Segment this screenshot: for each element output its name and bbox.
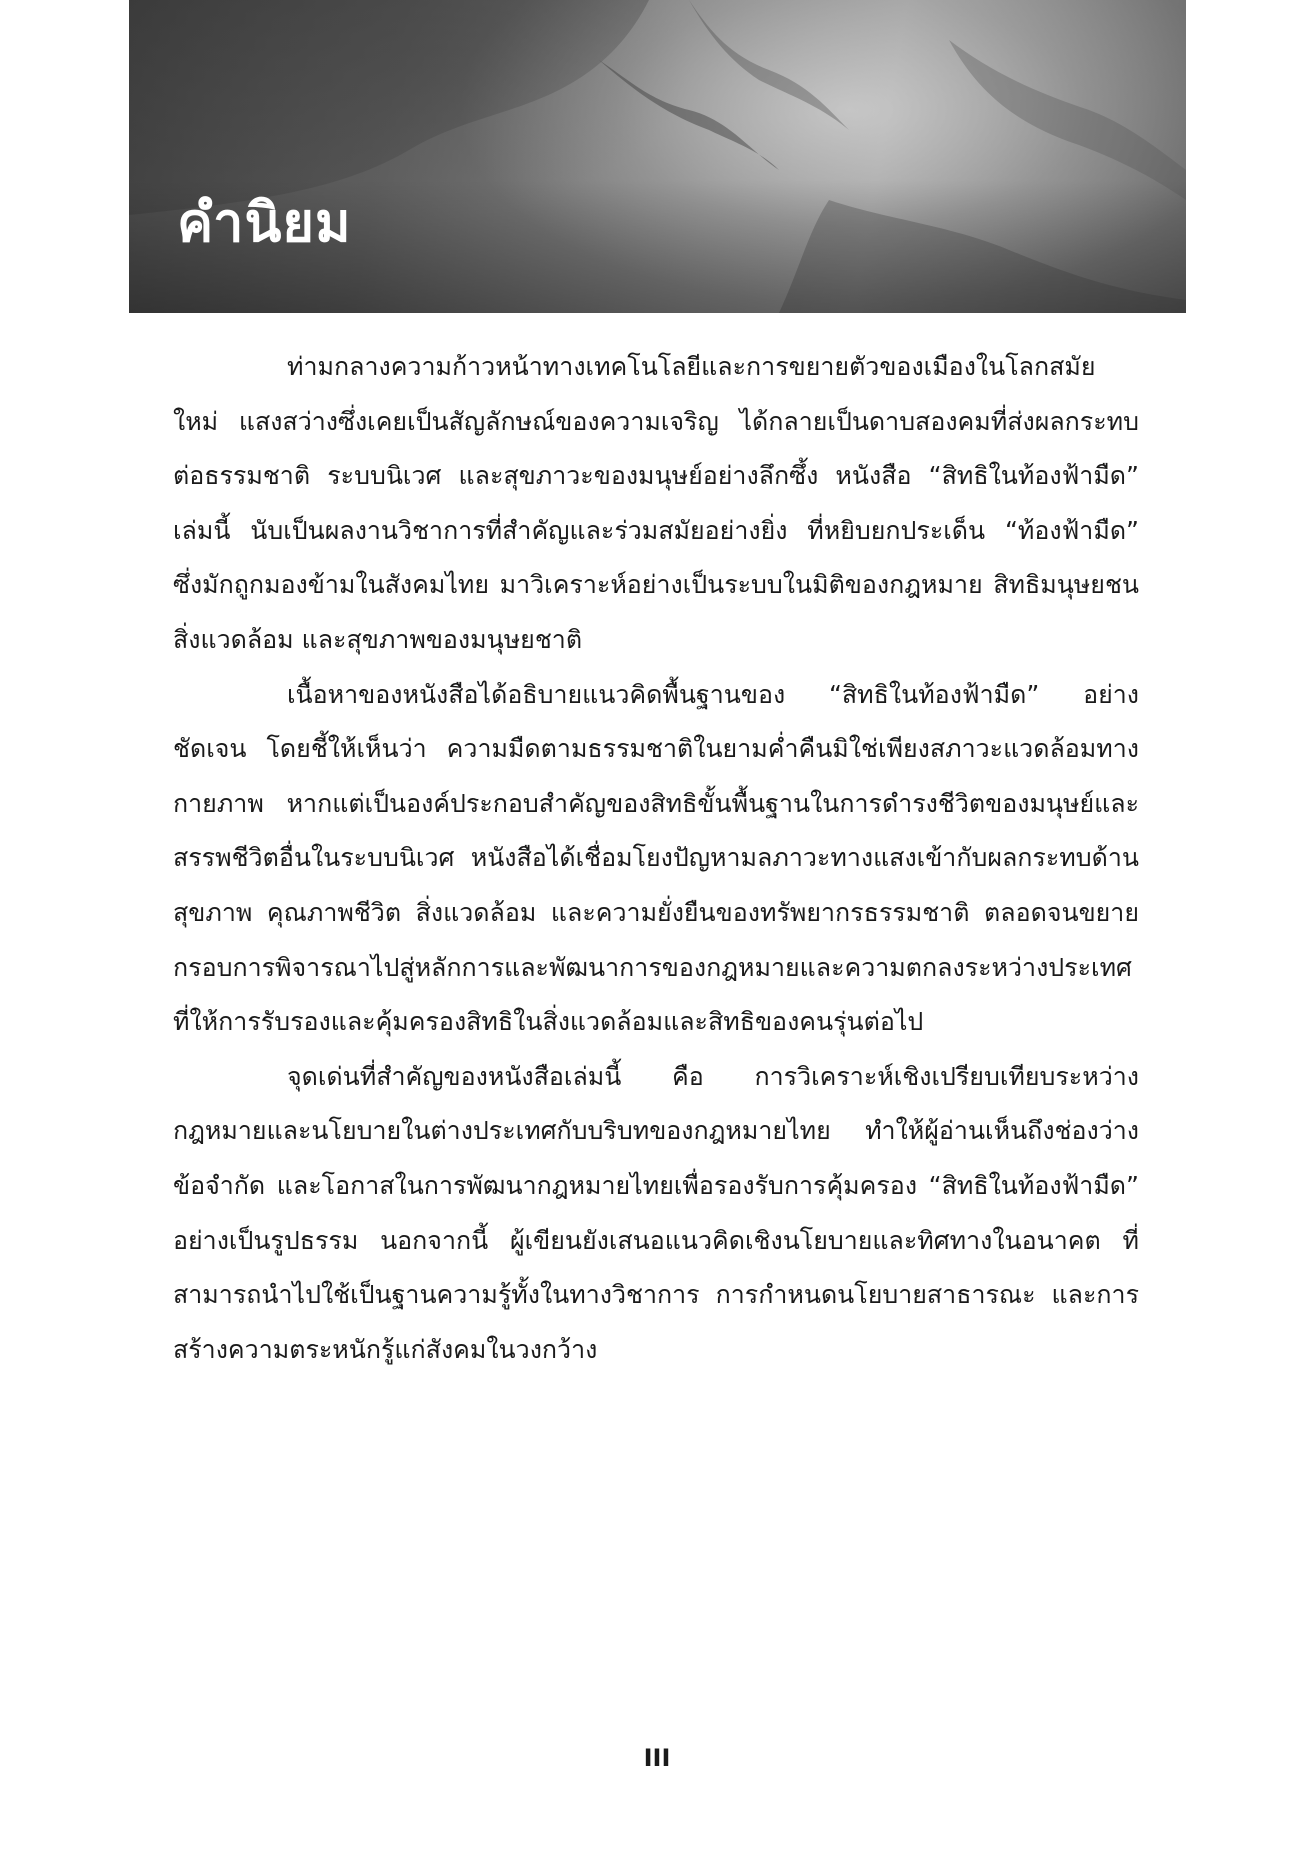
page-title: คำนิยม: [177, 191, 352, 254]
page-number: III: [643, 1744, 671, 1772]
paragraph-1: ท่ามกลางความก้าวหน้าทางเทคโนโลยีและการขยายตัวของเมืองในโลกสมัยใหม่ แสงสว่างซึ่งเคยเป็นสัญลักษณ์ของความเจริญ ได้กลายเป็นดาบสองคมที่ส่งผลกระทบต่อธรรมชาติ ระบบนิเวศ และสุขภาวะของมนุษย์อย่างลึกซึ้ง หนังสือ “สิทธิในท้องฟ้ามืด” เล่มนี้ นับเป็นผลงานวิชาการที่สำคัญและร่วมสมัยอย่างยิ่ง ที่หยิบยกประเด็น “ท้องฟ้ามืด” ซึ่งมักถูกมองข้ามในสังคมไทย มาวิเคราะห์อย่างเป็นระบบในมิติของกฎหมาย สิทธิมนุษยชน สิ่งแวดล้อม และสุขภาพของมนุษยชาติ: [173, 352, 1139, 654]
body-text: [173, 340, 1139, 1377]
banner-texture: [129, 0, 1186, 313]
paragraph-2: เนื้อหาของหนังสือได้อธิบายแนวคิดพื้นฐานของ “สิทธิในท้องฟ้ามืด” อย่างชัดเจน โดยชี้ให้เห็นว่า ความมืดตามธรรมชาติในยามค่ำคืนมิใช่เพียงสภาวะแวดล้อมทางกายภาพ หากแต่เป็นองค์ประกอบสำคัญของสิทธิขั้นพื้นฐานในการดำรงชีวิตของมนุษย์และสรรพชีวิตอื่นในระบบนิเวศ หนังสือได้เชื่อมโยงปัญหามลภาวะทางแสงเข้ากับผลกระทบด้านสุขภาพ คุณภาพชีวิต สิ่งแวดล้อม และความยั่งยืนของทรัพยากรธรรมชาติ ตลอดจนขยายกรอบการพิจารณาไปสู่หลักการและพัฒนาการของกฎหมายและความตกลงระหว่างประเทศที่ให้การรับรองและคุ้มครองสิทธิในสิ่งแวดล้อมและสิทธิของคนรุ่นต่อไป: [173, 679, 1139, 1037]
header-banner: [129, 0, 1186, 313]
paragraph-3: จุดเด่นที่สำคัญของหนังสือเล่มนี้ คือ การวิเคราะห์เชิงเปรียบเทียบระหว่างกฎหมายและนโยบายในต่างประเทศกับบริบทของกฎหมายไทย ทำให้ผู้อ่านเห็นถึงช่องว่าง ข้อจำกัด และโอกาสในการพัฒนากฎหมายไทยเพื่อรองรับการคุ้มครอง “สิทธิในท้องฟ้ามืด” อย่างเป็นรูปธรรม นอกจากนี้ ผู้เขียนยังเสนอแนวคิดเชิงนโยบายและทิศทางในอนาคต ที่สามารถนำไปใช้เป็นฐานความรู้ทั้งในทางวิชาการ การกำหนดนโยบายสาธารณะ และการสร้างความตระหนักรู้แก่สังคมในวงกว้าง: [173, 1061, 1139, 1364]
